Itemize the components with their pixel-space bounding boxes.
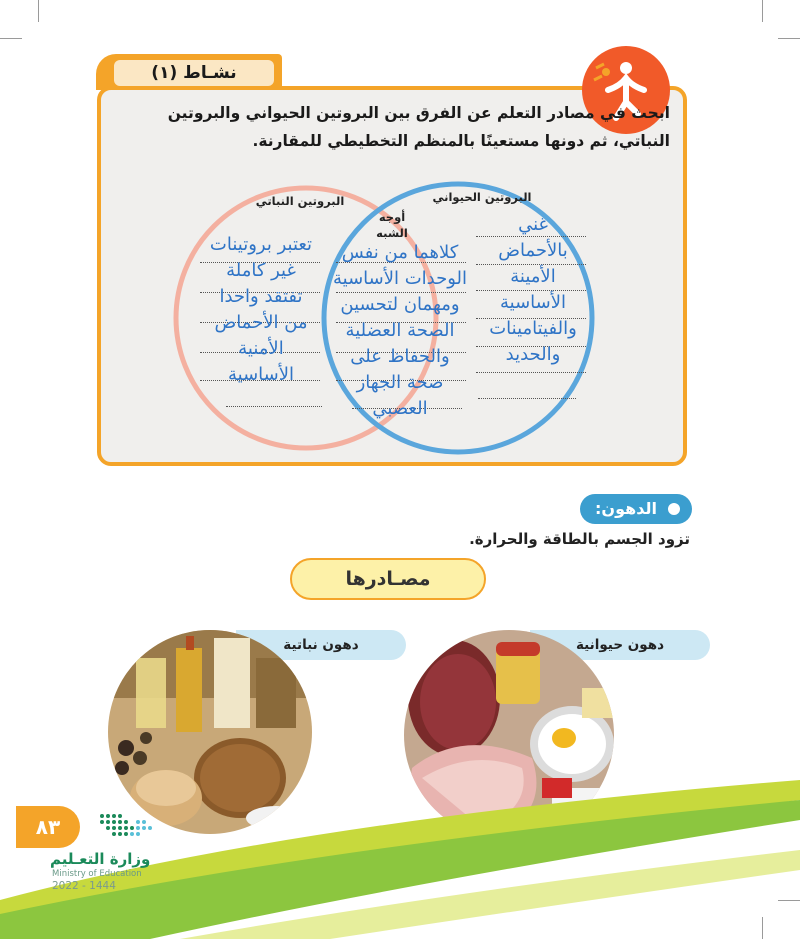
answer-line: تفتقد واحدا (219, 286, 303, 307)
activity-prompt-line-1: ابحث في مصادر التعلم عن الفرق بين البروتين الحيواني والبروتين (167, 104, 670, 122)
answer-line: الأساسية (228, 364, 294, 385)
page-number: ٨٣ (16, 806, 80, 848)
answer-line: العصبي (372, 398, 428, 419)
answer-line: الأمينة (510, 266, 556, 287)
sources-heading: مصـادرها (290, 558, 486, 600)
fats-heading: الدهون: (595, 499, 657, 518)
bullet-icon (668, 503, 680, 515)
answer-line: تعتبر بروتينات (209, 234, 313, 255)
answer-line: والحديد (505, 344, 561, 365)
answer-line: بالأحماض (498, 240, 568, 261)
writing-line (476, 372, 586, 373)
answer-line: الوحدات الأساسية (332, 268, 468, 289)
answer-line: الصحة العضلية (345, 320, 455, 341)
plant-fats-label: دهون نباتية (236, 630, 406, 660)
answer-line: كلاهما من نفس (341, 242, 459, 263)
fats-description: تزود الجسم بالطاقة والحرارة. (469, 530, 690, 548)
activity-title: نشـاط (١) (114, 60, 274, 86)
similarities-title-2: الشبه (376, 226, 408, 240)
writing-line (478, 398, 576, 399)
ministry-name-english: Ministry of Education (52, 869, 142, 879)
answer-line: والفيتامينات (489, 318, 577, 339)
answer-line: غني (518, 214, 548, 235)
answer-line: غير كاملة (226, 260, 296, 281)
ministry-name-arabic: وزارة التعـليم (50, 850, 151, 868)
similarities-title-1: أوجه (378, 210, 406, 224)
plant-protein-title: البروتين النباتي (255, 194, 345, 208)
similarities-answer (330, 240, 470, 422)
answer-line: ومهمان لتحسين (340, 294, 460, 315)
writing-line (226, 406, 322, 407)
answer-line: والحفاظ على (350, 346, 450, 367)
animal-protein-title: البروتين الحيواني (432, 190, 532, 204)
animal-protein-answer (478, 212, 588, 368)
answer-line: الأمنية (238, 338, 284, 359)
animal-fats-label: دهون حيوانية (530, 630, 710, 660)
plant-protein-answer (196, 232, 326, 388)
ministry-year: 2022 - 1444 (52, 880, 116, 892)
ministry-logo-icon (96, 810, 158, 844)
activity-prompt-line-2: النباتي، ثم دونها مستعينًا بالمنظم التخطيطي للمقارنة. (252, 132, 670, 150)
answer-line: صحة الجهاز (356, 372, 444, 393)
answer-line: من الأحماض (214, 312, 308, 333)
answer-line: الأساسية (500, 292, 566, 313)
